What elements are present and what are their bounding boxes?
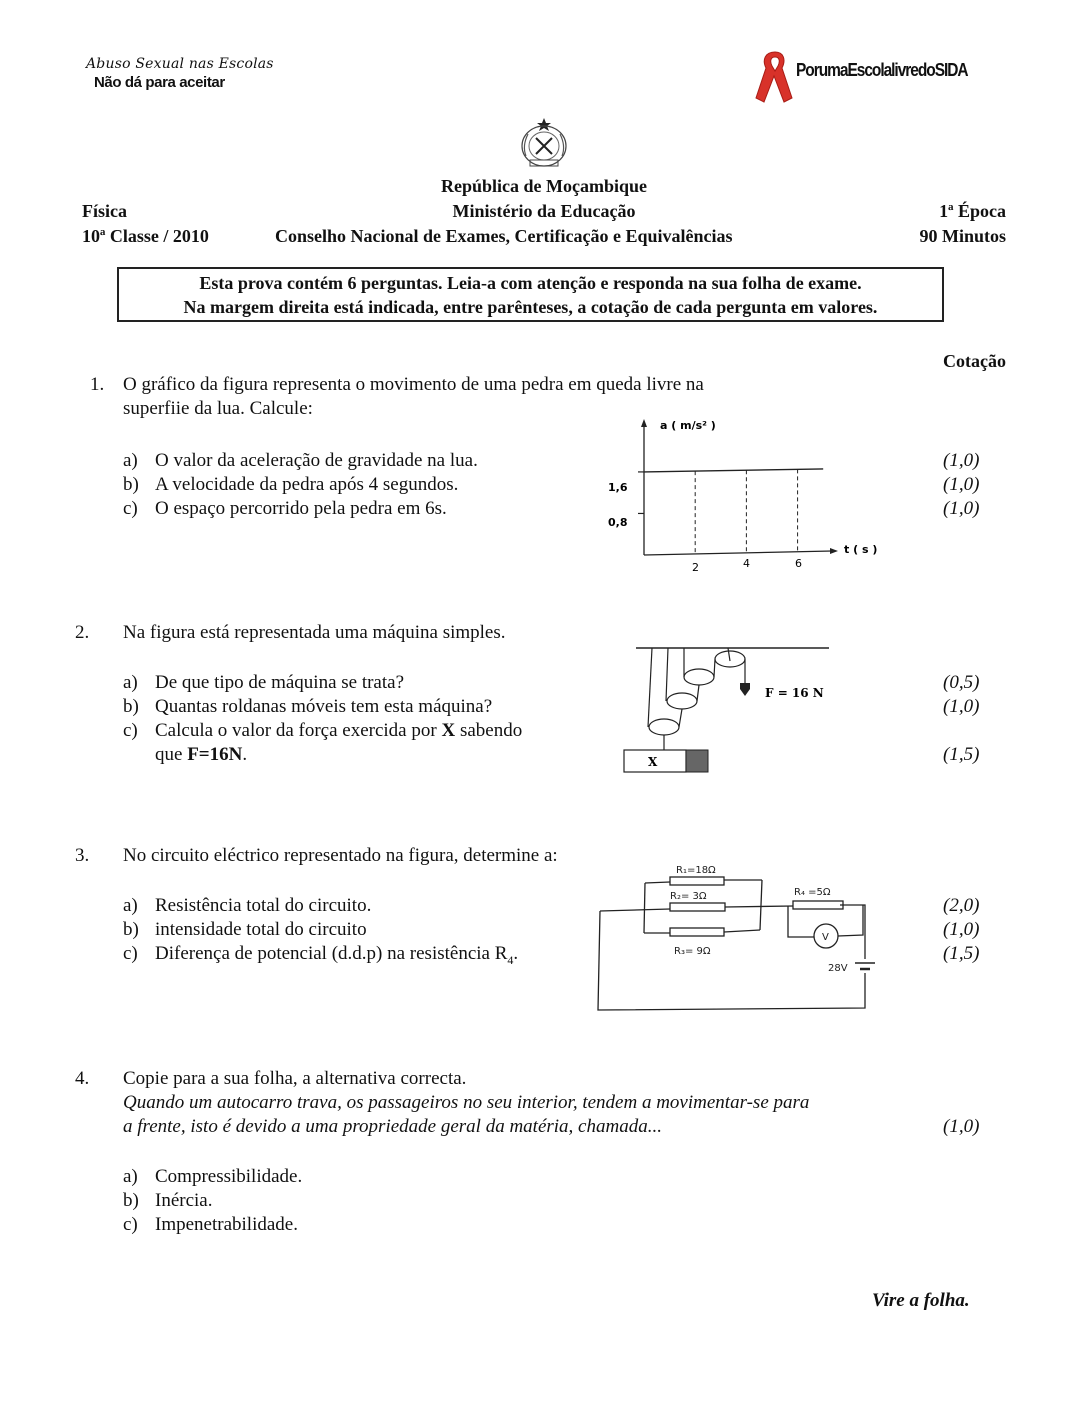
country-title: República de Moçambique xyxy=(440,176,647,196)
exam-duration: 90 Minutos xyxy=(919,226,1006,246)
question-4-text: Copie para a sua folha, a alternativa correcta. xyxy=(123,1068,467,1089)
q1-item-b-points: (1,0) xyxy=(943,474,980,495)
r1-label: R₁=18Ω xyxy=(676,865,716,876)
y-axis-arrow-icon xyxy=(641,419,647,427)
q3-item-c-label: c) xyxy=(123,943,138,964)
q4-option-a-label: a) xyxy=(123,1166,138,1187)
q3-item-c-text xyxy=(155,943,518,968)
question-4-italic-2: a frente, isto é devido a uma propriedade geral da matéria, chamada... xyxy=(123,1116,662,1137)
q2-item-b-points: (1,0) xyxy=(943,696,980,717)
pulley-system-diagram xyxy=(600,635,880,785)
q2-item-c-text xyxy=(155,720,522,742)
instructions-line-2: Na margem direita está indicada, entre parênteses, a cotação de cada pergunta em valores. xyxy=(183,297,878,317)
load-label: X xyxy=(648,755,658,769)
campaign-script-text: Abuso Sexual nas Escolas xyxy=(86,56,274,72)
acceleration-time-graph xyxy=(600,405,900,585)
q1-item-b-text: A velocidade da pedra após 4 segundos. xyxy=(155,474,459,495)
x-tick-4: 4 xyxy=(743,557,750,570)
resistor-r1 xyxy=(670,877,724,885)
movable-pulley-3 xyxy=(649,719,679,735)
q3-item-c-points: (1,5) xyxy=(943,943,980,964)
question-2-number: 2. xyxy=(75,622,90,643)
coat-of-arms-icon xyxy=(516,116,572,174)
q2-item-c-text-cont xyxy=(155,744,247,766)
r4-label: R₄ =5Ω xyxy=(794,887,831,898)
resistor-r2 xyxy=(670,903,725,911)
question-3-number: 3. xyxy=(75,845,90,866)
movable-pulley-1 xyxy=(684,669,714,685)
source-voltage-label: 28V xyxy=(828,963,848,974)
grade-year: 10ª Classe / 2010 xyxy=(82,226,209,246)
resistor-r4 xyxy=(793,901,843,909)
q4-option-b-label: b) xyxy=(123,1190,139,1211)
q2-item-b-text: Quantas roldanas móveis tem esta máquina? xyxy=(155,696,493,717)
instructions-box xyxy=(117,267,944,322)
q2c-text-pre: Calcula o valor da força exercida por xyxy=(155,720,442,741)
campaign-slogan: Não dá para aceitar xyxy=(94,74,225,91)
q3-item-b-points: (1,0) xyxy=(943,919,980,940)
q3-item-b-text: intensidade total do circuito xyxy=(155,919,367,940)
q4-option-a-text: Compressibilidade. xyxy=(155,1166,303,1187)
y-axis-label: a ( m/s² ) xyxy=(660,419,716,432)
voltmeter-label: V xyxy=(822,932,829,943)
resistor-r3 xyxy=(670,928,724,936)
question-1-text: O gráfico da figura representa o movimento de uma pedra em queda livre na xyxy=(123,374,704,395)
q3c-subscript: 4 xyxy=(507,952,514,967)
q3c-text-end: . xyxy=(513,943,519,964)
instructions-line-1: Esta prova contém 6 perguntas. Leia-a com atenção e responda na sua folha de exame. xyxy=(199,273,862,293)
q2c-text-bold: X xyxy=(441,720,456,741)
q1-item-c-points: (1,0) xyxy=(943,498,980,519)
q4-option-c-text: Impenetrabilidade. xyxy=(155,1214,298,1235)
question-4-italic-1: Quando um autocarro trava, os passageiros no seu interior, tendem a movimentar-se para xyxy=(123,1092,810,1113)
q2c-line2-pre: que xyxy=(155,744,188,765)
force-label: F = 16 N xyxy=(765,686,824,700)
q4-option-b-text: Inércia. xyxy=(155,1190,213,1211)
ministry-title: Ministério da Educação xyxy=(452,201,636,221)
question-4-number: 4. xyxy=(75,1068,90,1089)
q3-item-a-text: Resistência total do circuito. xyxy=(155,895,372,916)
q3-item-a-points: (2,0) xyxy=(943,895,980,916)
q2-item-c-label: c) xyxy=(123,720,138,741)
movable-pulley-2 xyxy=(667,693,697,709)
question-4-points: (1,0) xyxy=(943,1116,980,1137)
question-1-number: 1. xyxy=(90,374,105,395)
q2c-line2-bold: F=16N xyxy=(187,744,243,765)
x-tick-6: 6 xyxy=(795,557,802,570)
q1-item-a-text: O valor da aceleração de gravidade na lua. xyxy=(155,450,478,471)
q2c-text-post: sabendo xyxy=(455,720,523,741)
x-axis xyxy=(644,551,832,555)
council-title: Conselho Nacional de Exames, Certificação e Equivalências xyxy=(275,226,733,246)
q2-item-a-text: De que tipo de máquina se trata? xyxy=(155,672,405,693)
q2-item-a-points: (0,5) xyxy=(943,672,980,693)
r3-label: R₃= 9Ω xyxy=(674,946,711,957)
question-1-text-cont: superfiie da lua. Calcule: xyxy=(123,398,313,419)
y-tick-0-8: 0,8 xyxy=(608,516,628,529)
subject-label: Física xyxy=(82,201,127,221)
q4-option-c-label: c) xyxy=(123,1214,138,1235)
force-arrow-icon xyxy=(740,683,750,696)
red-ribbon-icon xyxy=(752,48,798,104)
question-3-text: No circuito eléctrico representado na figura, determine a: xyxy=(123,845,558,866)
x-axis-label: t ( s ) xyxy=(844,543,878,556)
cotacao-heading: Cotação xyxy=(943,351,1006,371)
y-tick-1-6: 1,6 xyxy=(608,481,628,494)
q1-item-a-label: a) xyxy=(123,450,138,471)
campaign-right-text: PorumaEscolalivredoSIDA xyxy=(796,60,968,80)
graph-axes xyxy=(638,419,838,555)
q3-item-b-label: b) xyxy=(123,919,139,940)
q2c-line2-post: . xyxy=(242,744,248,765)
q1-item-c-text: O espaço percorrido pela pedra em 6s. xyxy=(155,498,447,519)
series-line-0 xyxy=(644,469,823,472)
exam-season: 1ª Época xyxy=(939,201,1006,221)
q1-item-a-points: (1,0) xyxy=(943,450,980,471)
q1-item-b-label: b) xyxy=(123,474,139,495)
circuit-diagram xyxy=(590,855,890,1020)
x-axis-arrow-icon xyxy=(830,548,838,554)
q3c-text: Diferença de potencial (d.d.p) na resistência R xyxy=(155,943,508,964)
q1-item-c-label: c) xyxy=(123,498,138,519)
q2-item-a-label: a) xyxy=(123,672,138,693)
q3-item-a-label: a) xyxy=(123,895,138,916)
q2-item-c-points: (1,5) xyxy=(943,744,980,765)
question-2-text: Na figura está representada uma máquina simples. xyxy=(123,622,506,643)
x-tick-2: 2 xyxy=(692,561,699,574)
turn-page-note: Vire a folha. xyxy=(872,1290,970,1311)
q2-item-b-label: b) xyxy=(123,696,139,717)
r2-label: R₂= 3Ω xyxy=(670,891,707,902)
